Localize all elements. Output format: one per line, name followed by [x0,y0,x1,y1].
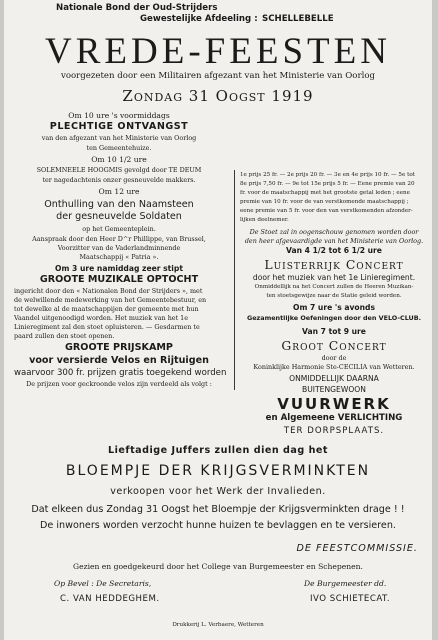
left-text-memory: ter nagedachtenis onzer gesneuvelde makkers. [42,176,196,184]
right-prize-5: eene premie van 5 fr. voor den van verstkomenden afzonder- [240,208,413,214]
left-text-plein: op het Gemeenteplein. [82,225,156,233]
right-prize-3: fr. voor de maatschappij met het grootste getal leden ; eene [240,190,410,196]
left-time-1030: Om 10 1/2 ure [91,155,147,164]
bottom-text-drage: Dat elkeen dus Zondag 31 Oogst het Bloempje der Krijgsverminkten drage ! ! [31,504,405,515]
right-heading-concert: Luisterrijk Concert [264,257,404,272]
left-para-2: de welwillende medewerking van het Gemeentebestuur, en [14,296,207,304]
right-prize-2: 8e prijs 7,50 fr. — 9e tot 15e prijs 5 fr. — Eene premie van 20 [240,181,415,187]
bottom-heading-bloempje: BLOEMPJE DER KRIJGSVERMINKTEN [65,463,371,479]
right-text-buitengewoon: BUITENGEWOON [302,385,366,394]
right-text-statie: ten stoetsgewijze naar de Statie geleid worden. [266,293,402,299]
left-para-1: ingericht door den « Nationalen Bond der Strijders », met [14,287,203,295]
poster-sheet [4,0,432,640]
right-stoet-2: den heer afgevaardigde van het Ministerie van Oorlog. [244,237,424,245]
right-stoet-1: De Stoet zal in oogenschouw genomen worden door [249,228,419,236]
right-prize-4: premie van 10 fr. voor de van verstkomende maatschappij ; [240,199,409,205]
right-text-muzikanten: Onmiddellijk na het Concert zullen de Heeren Muzikan- [254,284,414,290]
left-para-3: tot dewelke al de maatschappijen der gemeente met hun [14,305,199,313]
signature-mayor-name: IVO SCHIETECAT. [310,594,390,604]
header-section-place: SCHELLEBELLE [262,14,334,24]
signature-secretary-name: C. VAN HEDDEGHEM. [60,594,160,604]
right-time-430: Van 4 1/2 tot 6 1/2 ure [286,246,382,255]
right-text-harmonie: Koninklijke Harmonie Ste-CECILIA van Wetteren. [253,363,415,371]
right-text-regiment: door het muziek van het 1e Linieregiment. [252,273,416,282]
right-time-7-9: Van 7 tot 9 ure [302,327,366,336]
bottom-text-bevlaggen: De inwoners worden verzocht hunne huizen te bevlaggen en te versieren. [40,520,396,531]
left-text-2: ten Gemeentehuize. [86,144,152,152]
header-org: Nationale Bond der Oud-Strijders [56,3,218,13]
left-heading-optocht: GROOTE MUZIKALE OPTOCHT [39,274,199,285]
left-text-speech: Aanspraak door den Heer D^r Phillippe, van Brussel, [32,235,206,243]
left-time-3: Om 3 ure namiddag zeer stipt [55,264,183,273]
left-heading-soldiers: der gesneuvelde Soldaten [56,211,182,222]
bottom-text-invalieden: verkoopen voor het Werk der Invalieden. [110,486,326,497]
bottom-feestcommissie: DE FEESTCOMMISSIE. [296,543,418,554]
right-heading-groot-concert: Groot Concert [281,338,387,353]
right-prize-1: 1e prijs 25 fr. — 2e prijs 20 fr. — 3e en 4e prijs 10 fr. — 5e tot [240,172,415,178]
left-text-1: van den afgezant van het Ministerie van Oorlog [41,134,197,142]
signature-secretary-title: Op Bevel : De Secretaris, [54,579,152,588]
right-heading-oefeningen: Gezamentlijke Oefeningen door den VELO-CLUB. [246,314,422,322]
right-text-daarna: ONMIDDELLIJK DAARNA [289,374,379,383]
bottom-intro: Lieftadige Juffers zullen dien dag het [107,445,329,456]
poster-title: VREDE-FEESTEN [45,31,391,72]
left-para-6: paard zullen den stoet openen. [14,332,115,340]
left-text-mass: SOLEMNEELE HOOGMIS gevolgd door TE DEUM [36,166,202,174]
left-time-10: Om 10 ure 's voormiddags [68,111,170,120]
bottom-approval: Gezien en goedgekeurd door het College van Burgemeester en Schepenen. [73,562,363,571]
right-heading-verlichting: en Algemeene VERLICHTING [265,413,403,423]
right-time-7: Om 7 ure 's avonds [292,303,376,312]
poster-subtitle: voorgezeten door een Militairen afgezant van het Ministerie van Oorlog [60,71,376,81]
right-heading-vuurwerk: VUURWERK [277,395,391,413]
right-text-doorde: door de [321,354,347,362]
column-divider [234,170,235,390]
left-heading-reception: PLECHTIGE ONTVANGST [49,121,189,132]
left-para-5: Linieregiment zal den stoet opluisteren. — Gesdarmen te [14,323,200,331]
right-text-dorpsplaats: TER DORPSPLAATS. [283,426,385,436]
signature-mayor-title: De Burgemeester dd. [304,579,387,588]
left-heading-prijskamp: GROOTE PRIJSKAMP [65,342,173,353]
left-text-distribution: De prijzen voor geckroonde velos zijn verdeeld als volgt : [26,380,212,388]
event-date: Zondag 31 Oogst 1919 [122,87,314,105]
left-text-patria: Maatschappij « Patria ». [79,253,159,261]
left-para-4: Vaandel uitgenoodigd worden. Het muziek van het 1e [14,314,189,322]
left-heading-unveiling: Onthulling van den Naamsteen [44,199,194,210]
left-time-12: Om 12 ure [98,187,140,196]
left-program-column [14,0,227,640]
left-text-president: Voorzitter van de Vaderlandminnende [57,244,181,252]
header-section-prefix: Gewestelijke Afdeeling : [140,14,258,24]
left-heading-velos: voor versierde Velos en Rijtuigen [29,355,209,366]
left-text-prizes: waarvoor 300 fr. prijzen gratis toegekend worden [14,368,227,378]
right-prize-6: lijken deelnemer. [240,217,289,223]
printer-credit: Drukkerij L. Verbaere, Wetteren [172,622,264,628]
